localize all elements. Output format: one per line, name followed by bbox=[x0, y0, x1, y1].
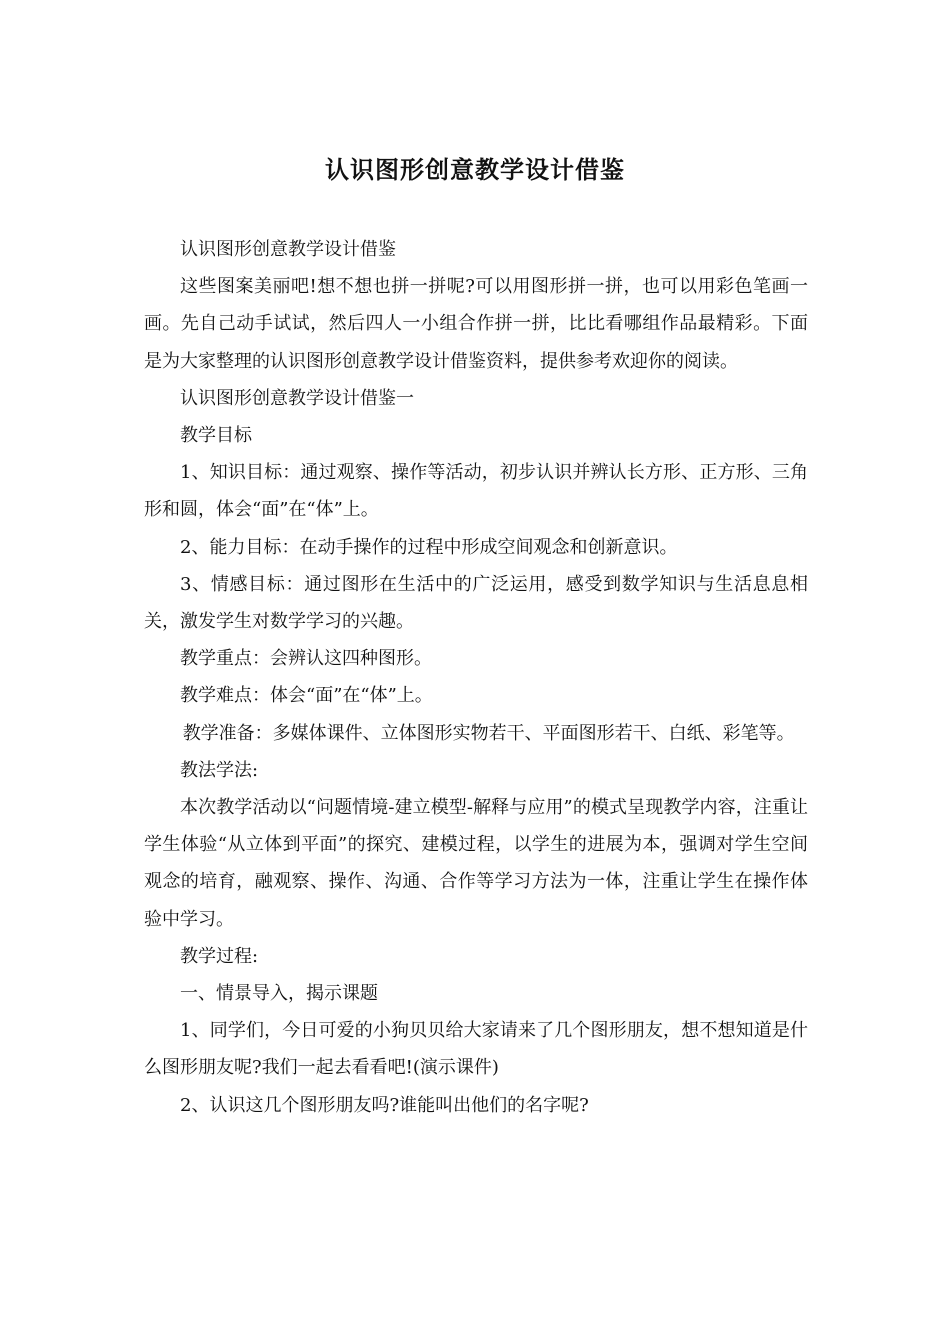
paragraph-methods-heading: 教法学法: bbox=[180, 759, 259, 781]
paragraph-difficulty: 教学难点：体会“面”在“体”上。 bbox=[180, 685, 433, 707]
paragraph-step-one-item-2: 2、认识这几个图形朋友吗?谁能叫出他们的名字呢? bbox=[180, 1094, 589, 1116]
paragraph-goal-emotion: 3、情感目标：通过图形在生活中的广泛运用，感受到数学知识与生活息息相关，激发学生对数学学习的兴趣。 bbox=[144, 573, 808, 633]
paragraph-teaching-goals-heading: 教学目标 bbox=[180, 425, 252, 447]
paragraph-preparation: 教学准备：多媒体课件、立体图形实物若干、平面图形若干、白纸、彩笔等。 bbox=[182, 722, 795, 744]
paragraph-step-one-heading: 一、情景导入，揭示课题 bbox=[180, 983, 378, 1005]
paragraph-subtitle: 认识图形创意教学设计借鉴 bbox=[180, 239, 396, 260]
paragraph-intro: 这些图案美丽吧!想不想也拼一拼呢?可以用图形拼一拼，也可以用彩色笔画一画。先自己动手试试，然后四人一小组合作拼一拼，比比看哪组作品最精彩。下面是为大家整理的认识图形创意教学设计借鉴资料，提供参考欢迎你的阅读。 bbox=[144, 276, 808, 372]
paragraph-methods-body: 本次教学活动以“问题情境-建立模型-解释与应用”的模式呈现教学内容，注重让学生体验“从立体到平面”的探究、建模过程，以学生的进展为本，强调对学生空间观念的培育，融观察、操作、沟通、合作等学习方法为一体，注重让学生在操作体验中学习。 bbox=[144, 797, 808, 930]
paragraph-goal-knowledge: 1、知识目标：通过观察、操作等活动，初步认识并辨认长方形、正方形、三角形和圆，体会“面”在“体”上。 bbox=[144, 462, 808, 521]
paragraph-process-heading: 教学过程: bbox=[180, 945, 259, 967]
paragraph-goal-ability: 2、能力目标：在动手操作的过程中形成空间观念和创新意识。 bbox=[180, 536, 678, 558]
paragraph-section-heading: 认识图形创意教学设计借鉴一 bbox=[180, 387, 414, 409]
paragraph-step-one-item-1: 1、同学们，今日可爱的小狗贝贝给大家请来了几个图形朋友，想不想知道是什么图形朋友呢?我们一起去看看吧!(演示课件) bbox=[144, 1020, 808, 1079]
document-body bbox=[144, 231, 808, 1124]
paragraph-key-point: 教学重点：会辨认这四种图形。 bbox=[180, 648, 432, 670]
document-title: 认识图形创意教学设计借鉴 bbox=[325, 155, 625, 184]
